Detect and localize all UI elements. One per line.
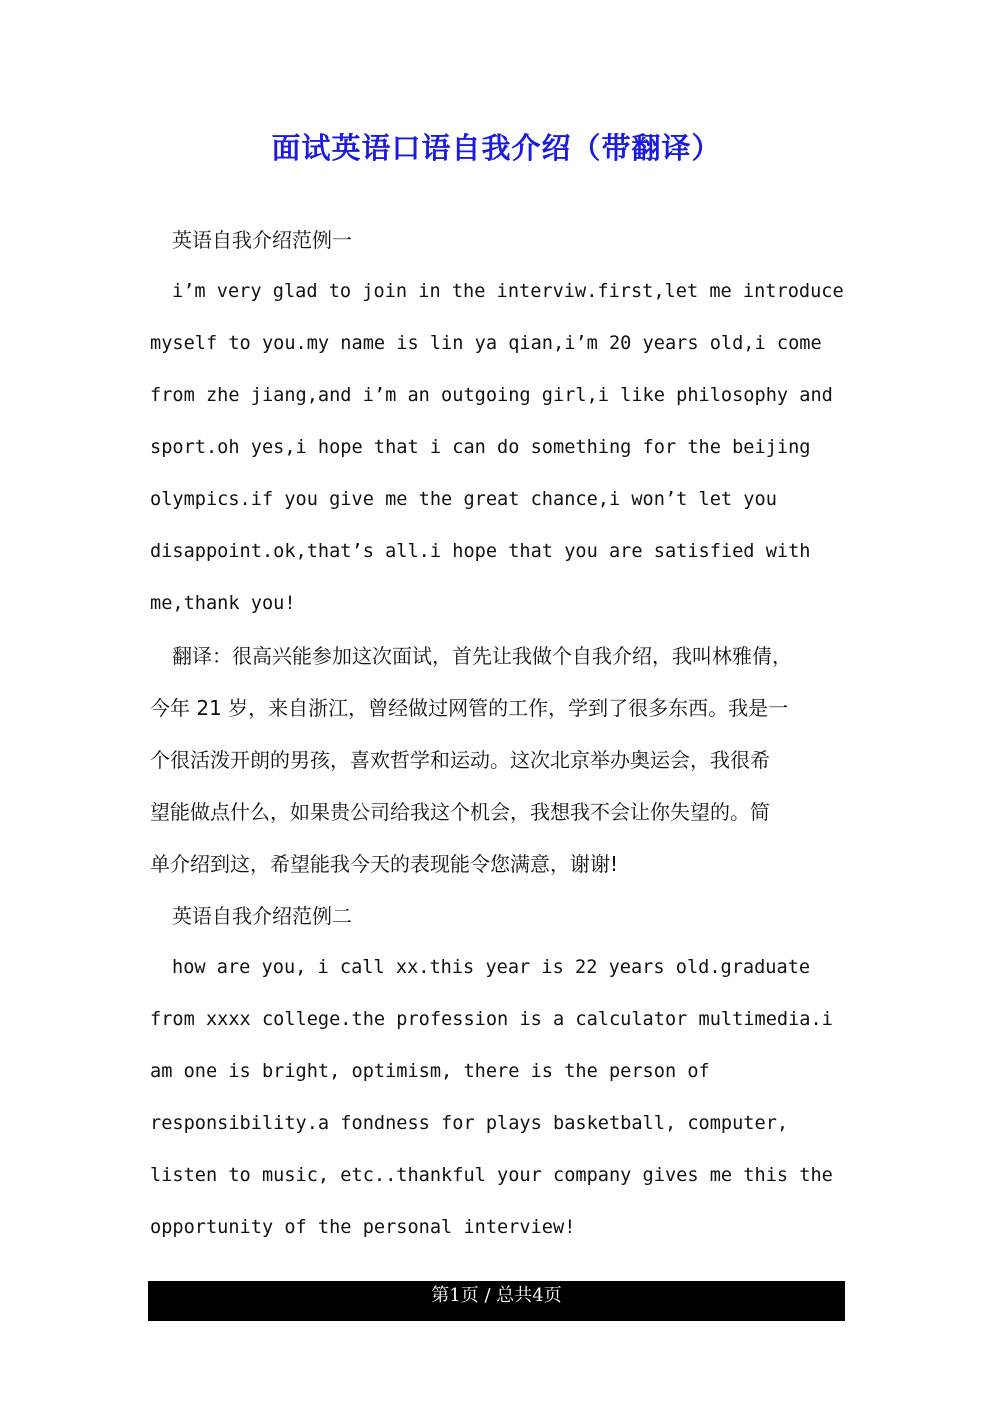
text-line: am one is bright, optimism, there is the person of	[150, 1061, 710, 1082]
text-line: listen to music, etc..thankful your company gives me this the	[150, 1165, 833, 1186]
text-line: olympics.if you give me the great chance,i won’t let you	[150, 489, 777, 510]
section-1-translation-paragraph	[150, 630, 850, 890]
page-footer	[148, 1281, 845, 1321]
section-2-english-paragraph	[150, 942, 850, 1254]
text-line: opportunity of the personal interview!	[150, 1217, 576, 1238]
section-1-english-paragraph	[150, 266, 850, 630]
text-line: from zhe jiang,and i’m an outgoing girl,i like philosophy and	[150, 385, 833, 406]
document-body	[150, 214, 850, 1254]
text-line: 望能做点什么，如果贵公司给我这个机会，我想我不会让你失望的。简	[150, 800, 770, 824]
section-1-heading: 英语自我介绍范例一	[172, 228, 352, 252]
text-line: 个很活泼开朗的男孩，喜欢哲学和运动。这次北京举办奥运会，我很希	[150, 748, 770, 772]
text-line: responsibility.a fondness for plays basketball, computer,	[150, 1113, 789, 1134]
text-line: disappoint.ok,that’s all.i hope that you are satisfied with	[150, 541, 811, 562]
text-line: myself to you.my name is lin ya qian,i’m 20 years old,i come	[150, 333, 822, 354]
text-line: sport.oh yes,i hope that i can do something for the beijing	[150, 437, 811, 458]
page-indicator: 第1页 / 总共4页	[431, 1285, 562, 1306]
section-2-heading: 英语自我介绍范例二	[172, 904, 352, 928]
page-title: 面试英语口语自我介绍（带翻译）	[271, 131, 722, 165]
text-line: i’m very glad to join in the interviw.first,let me introduce	[172, 281, 844, 302]
text-line: 今年 21 岁，来自浙江，曾经做过网管的工作，学到了很多东西。我是一	[150, 696, 789, 720]
text-line: from xxxx college.the profession is a calculator multimedia.i	[150, 1009, 833, 1030]
text-line: how are you, i call xx.this year is 22 years old.graduate	[172, 957, 811, 978]
text-line: 单介绍到这，希望能我今天的表现能令您满意，谢谢!	[150, 852, 619, 876]
text-line: me,thank you!	[150, 593, 296, 614]
text-line: 翻译：很高兴能参加这次面试，首先让我做个自我介绍，我叫林雅倩，	[172, 644, 792, 668]
